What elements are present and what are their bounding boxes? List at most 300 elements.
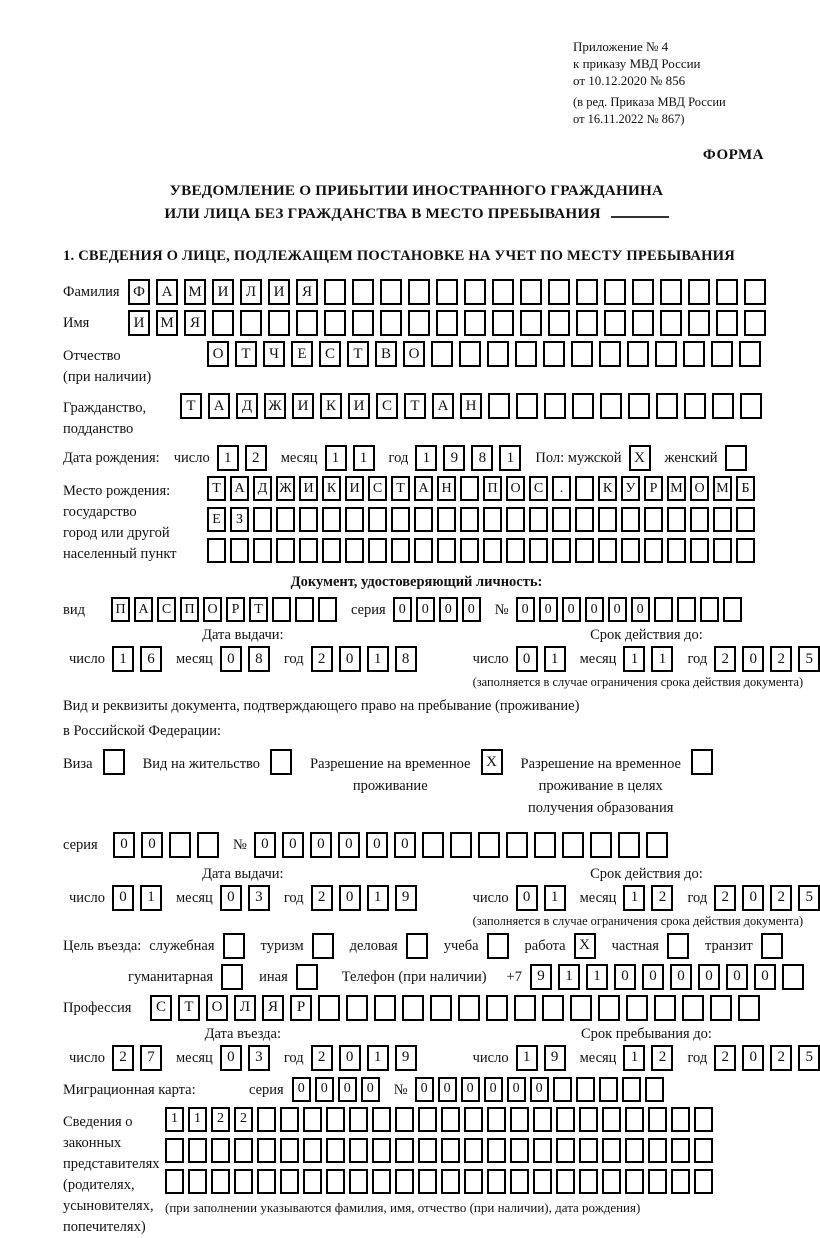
char-box[interactable]: 0 — [461, 1077, 480, 1102]
char-box[interactable]: 0 — [393, 597, 412, 622]
purpose-tourism-checkbox[interactable] — [312, 933, 334, 959]
char-box[interactable] — [436, 310, 458, 336]
char-box[interactable]: 2 — [770, 885, 792, 911]
char-box[interactable]: И — [268, 279, 290, 305]
char-box[interactable]: 2 — [245, 445, 267, 471]
char-box[interactable]: С — [376, 393, 398, 419]
char-box[interactable] — [744, 310, 766, 336]
char-box[interactable] — [487, 933, 509, 959]
char-box[interactable]: 0 — [112, 885, 134, 911]
char-box[interactable] — [483, 507, 502, 532]
char-box[interactable] — [372, 1138, 391, 1163]
char-box[interactable]: 1 — [217, 445, 239, 471]
permit-temp-edu-checkbox[interactable] — [691, 749, 713, 775]
char-box[interactable] — [713, 538, 732, 563]
stay-month-cells[interactable] — [623, 1045, 673, 1071]
char-box[interactable] — [544, 393, 566, 419]
char-box[interactable]: Р — [226, 597, 245, 622]
char-box[interactable] — [644, 507, 663, 532]
char-box[interactable]: 0 — [670, 964, 692, 990]
char-box[interactable]: 0 — [462, 597, 481, 622]
char-box[interactable]: П — [483, 476, 502, 501]
char-box[interactable] — [487, 341, 509, 367]
char-box[interactable] — [295, 597, 314, 622]
sex-female-checkbox[interactable] — [725, 445, 747, 471]
char-box[interactable]: О — [203, 597, 222, 622]
char-box[interactable]: 0 — [141, 832, 163, 858]
char-box[interactable]: 2 — [311, 885, 333, 911]
char-box[interactable] — [197, 832, 219, 858]
char-box[interactable]: М — [713, 476, 732, 501]
char-box[interactable] — [165, 1169, 184, 1194]
residence-issue-year-cells[interactable] — [311, 885, 417, 911]
char-box[interactable] — [487, 1169, 506, 1194]
char-box[interactable] — [648, 1107, 667, 1132]
doc-series-cells[interactable] — [393, 597, 481, 622]
char-box[interactable] — [562, 832, 584, 858]
char-box[interactable]: Л — [234, 995, 256, 1021]
char-box[interactable]: 0 — [562, 597, 581, 622]
char-box[interactable]: Ч — [263, 341, 285, 367]
char-box[interactable]: 2 — [311, 646, 333, 672]
char-box[interactable]: И — [345, 476, 364, 501]
char-box[interactable]: 0 — [539, 597, 558, 622]
char-box[interactable] — [598, 507, 617, 532]
identity-issue-year-cells[interactable] — [311, 646, 417, 672]
char-box[interactable]: М — [156, 310, 178, 336]
char-box[interactable]: А — [134, 597, 153, 622]
char-box[interactable]: X — [574, 933, 596, 959]
char-box[interactable] — [303, 1169, 322, 1194]
char-box[interactable] — [395, 1138, 414, 1163]
char-box[interactable] — [368, 507, 387, 532]
char-box[interactable] — [460, 538, 479, 563]
char-box[interactable] — [437, 507, 456, 532]
char-box[interactable] — [464, 1107, 483, 1132]
char-box[interactable]: 0 — [220, 885, 242, 911]
char-box[interactable]: 0 — [338, 832, 360, 858]
char-box[interactable]: 0 — [726, 964, 748, 990]
char-box[interactable] — [648, 1169, 667, 1194]
identity-valid-year-cells[interactable] — [714, 646, 820, 672]
permit-visa-checkbox[interactable] — [103, 749, 125, 775]
guardians-cells-row3[interactable] — [165, 1169, 713, 1194]
char-box[interactable]: В — [375, 341, 397, 367]
char-box[interactable] — [211, 1169, 230, 1194]
char-box[interactable] — [628, 393, 650, 419]
char-box[interactable]: 1 — [623, 885, 645, 911]
char-box[interactable]: Н — [460, 393, 482, 419]
char-box[interactable] — [408, 279, 430, 305]
char-box[interactable]: . — [552, 476, 571, 501]
char-box[interactable] — [602, 1107, 621, 1132]
char-box[interactable]: 0 — [438, 1077, 457, 1102]
char-box[interactable] — [510, 1107, 529, 1132]
profession-cells[interactable] — [150, 995, 760, 1021]
birth-day-cells[interactable] — [217, 445, 267, 471]
purpose-commercial-checkbox[interactable] — [406, 933, 428, 959]
residence-issue-month-cells[interactable] — [220, 885, 270, 911]
char-box[interactable] — [515, 341, 537, 367]
birthplace-cells-row1[interactable] — [207, 476, 755, 501]
char-box[interactable] — [648, 1138, 667, 1163]
char-box[interactable] — [234, 1138, 253, 1163]
char-box[interactable]: X — [481, 749, 503, 775]
char-box[interactable]: 0 — [416, 597, 435, 622]
char-box[interactable] — [374, 995, 396, 1021]
char-box[interactable]: И — [128, 310, 150, 336]
identity-issue-month-cells[interactable] — [220, 646, 270, 672]
char-box[interactable]: И — [292, 393, 314, 419]
char-box[interactable]: 2 — [651, 1045, 673, 1071]
char-box[interactable]: К — [598, 476, 617, 501]
char-box[interactable] — [716, 310, 738, 336]
char-box[interactable] — [276, 538, 295, 563]
char-box[interactable]: 0 — [742, 1045, 764, 1071]
guardians-cells-row1[interactable] — [165, 1107, 713, 1132]
char-box[interactable] — [529, 538, 548, 563]
char-box[interactable] — [408, 310, 430, 336]
char-box[interactable]: 2 — [234, 1107, 253, 1132]
char-box[interactable] — [418, 1107, 437, 1132]
char-box[interactable]: 0 — [113, 832, 135, 858]
char-box[interactable] — [464, 279, 486, 305]
char-box[interactable] — [352, 310, 374, 336]
char-box[interactable] — [625, 1138, 644, 1163]
char-box[interactable]: 1 — [586, 964, 608, 990]
char-box[interactable]: 1 — [623, 646, 645, 672]
char-box[interactable] — [660, 310, 682, 336]
char-box[interactable]: К — [322, 476, 341, 501]
char-box[interactable]: А — [230, 476, 249, 501]
char-box[interactable]: С — [529, 476, 548, 501]
char-box[interactable] — [625, 1169, 644, 1194]
char-box[interactable]: 1 — [112, 646, 134, 672]
char-box[interactable] — [627, 341, 649, 367]
char-box[interactable] — [460, 476, 479, 501]
char-box[interactable] — [710, 995, 732, 1021]
char-box[interactable] — [744, 279, 766, 305]
char-box[interactable] — [684, 393, 706, 419]
char-box[interactable] — [723, 597, 742, 622]
char-box[interactable] — [690, 507, 709, 532]
char-box[interactable] — [556, 1138, 575, 1163]
char-box[interactable] — [212, 310, 234, 336]
char-box[interactable] — [414, 538, 433, 563]
char-box[interactable]: Ж — [276, 476, 295, 501]
char-box[interactable] — [380, 279, 402, 305]
char-box[interactable] — [655, 341, 677, 367]
char-box[interactable] — [402, 995, 424, 1021]
name-cells[interactable] — [128, 310, 766, 336]
purpose-work-checkbox[interactable] — [574, 933, 596, 959]
char-box[interactable]: 2 — [714, 646, 736, 672]
char-box[interactable] — [326, 1169, 345, 1194]
char-box[interactable] — [324, 310, 346, 336]
char-box[interactable]: 0 — [742, 885, 764, 911]
char-box[interactable] — [487, 1107, 506, 1132]
char-box[interactable] — [579, 1107, 598, 1132]
char-box[interactable] — [483, 538, 502, 563]
char-box[interactable] — [345, 538, 364, 563]
char-box[interactable] — [688, 279, 710, 305]
residence-number-cells[interactable] — [254, 832, 668, 858]
char-box[interactable] — [543, 341, 565, 367]
char-box[interactable] — [716, 279, 738, 305]
patronymic-cells[interactable] — [207, 341, 761, 367]
char-box[interactable] — [346, 995, 368, 1021]
birth-month-cells[interactable] — [325, 445, 375, 471]
char-box[interactable] — [688, 310, 710, 336]
char-box[interactable]: 2 — [770, 646, 792, 672]
char-box[interactable] — [464, 310, 486, 336]
char-box[interactable]: X — [629, 445, 651, 471]
char-box[interactable] — [520, 310, 542, 336]
char-box[interactable]: 7 — [140, 1045, 162, 1071]
char-box[interactable]: 9 — [395, 885, 417, 911]
stay-year-cells[interactable] — [714, 1045, 820, 1071]
char-box[interactable]: 2 — [714, 1045, 736, 1071]
char-box[interactable]: 2 — [651, 885, 673, 911]
char-box[interactable] — [257, 1169, 276, 1194]
char-box[interactable]: 0 — [282, 832, 304, 858]
char-box[interactable] — [671, 1107, 690, 1132]
char-box[interactable] — [188, 1138, 207, 1163]
char-box[interactable] — [299, 538, 318, 563]
char-box[interactable]: М — [667, 476, 686, 501]
char-box[interactable] — [660, 279, 682, 305]
char-box[interactable] — [326, 1107, 345, 1132]
char-box[interactable]: 0 — [415, 1077, 434, 1102]
char-box[interactable] — [725, 445, 747, 471]
char-box[interactable]: 0 — [608, 597, 627, 622]
char-box[interactable] — [211, 1138, 230, 1163]
char-box[interactable]: 2 — [112, 1045, 134, 1071]
char-box[interactable] — [431, 341, 453, 367]
surname-cells[interactable] — [128, 279, 766, 305]
char-box[interactable]: Т — [178, 995, 200, 1021]
char-box[interactable] — [280, 1169, 299, 1194]
char-box[interactable]: 9 — [443, 445, 465, 471]
char-box[interactable] — [694, 1138, 713, 1163]
char-box[interactable]: О — [207, 341, 229, 367]
char-box[interactable]: О — [690, 476, 709, 501]
char-box[interactable] — [576, 279, 598, 305]
char-box[interactable] — [223, 933, 245, 959]
char-box[interactable]: 5 — [798, 1045, 820, 1071]
char-box[interactable] — [738, 995, 760, 1021]
char-box[interactable] — [303, 1107, 322, 1132]
char-box[interactable] — [221, 964, 243, 990]
char-box[interactable]: Д — [253, 476, 272, 501]
char-box[interactable]: 8 — [248, 646, 270, 672]
char-box[interactable]: 1 — [165, 1107, 184, 1132]
char-box[interactable] — [270, 749, 292, 775]
char-box[interactable] — [600, 393, 622, 419]
char-box[interactable]: Т — [347, 341, 369, 367]
char-box[interactable] — [599, 1077, 618, 1102]
doc-kind-cells[interactable] — [111, 597, 337, 622]
char-box[interactable] — [654, 995, 676, 1021]
char-box[interactable] — [645, 1077, 664, 1102]
purpose-other-checkbox[interactable] — [296, 964, 318, 990]
citizenship-cells[interactable] — [180, 393, 762, 419]
char-box[interactable] — [487, 1138, 506, 1163]
residence-valid-day-cells[interactable] — [516, 885, 566, 911]
char-box[interactable] — [782, 964, 804, 990]
char-box[interactable]: 0 — [698, 964, 720, 990]
char-box[interactable] — [516, 393, 538, 419]
char-box[interactable]: Т — [391, 476, 410, 501]
char-box[interactable] — [492, 279, 514, 305]
char-box[interactable] — [740, 393, 762, 419]
purpose-humanitarian-checkbox[interactable] — [221, 964, 243, 990]
char-box[interactable] — [395, 1107, 414, 1132]
char-box[interactable] — [464, 1169, 483, 1194]
char-box[interactable] — [441, 1138, 460, 1163]
char-box[interactable] — [372, 1169, 391, 1194]
char-box[interactable] — [694, 1169, 713, 1194]
char-box[interactable]: И — [348, 393, 370, 419]
char-box[interactable] — [572, 393, 594, 419]
char-box[interactable] — [234, 1169, 253, 1194]
char-box[interactable]: 0 — [315, 1077, 334, 1102]
char-box[interactable] — [436, 279, 458, 305]
char-box[interactable] — [621, 507, 640, 532]
char-box[interactable] — [604, 310, 626, 336]
char-box[interactable]: А — [414, 476, 433, 501]
char-box[interactable] — [253, 507, 272, 532]
char-box[interactable]: 1 — [516, 1045, 538, 1071]
char-box[interactable] — [621, 538, 640, 563]
char-box[interactable] — [671, 1138, 690, 1163]
birthplace-cells-row3[interactable] — [207, 538, 755, 563]
char-box[interactable] — [169, 832, 191, 858]
char-box[interactable] — [534, 832, 556, 858]
char-box[interactable]: Л — [240, 279, 262, 305]
char-box[interactable] — [691, 749, 713, 775]
char-box[interactable]: З — [230, 507, 249, 532]
char-box[interactable]: Я — [262, 995, 284, 1021]
char-box[interactable] — [352, 279, 374, 305]
char-box[interactable]: 9 — [544, 1045, 566, 1071]
char-box[interactable] — [618, 832, 640, 858]
char-box[interactable] — [322, 507, 341, 532]
char-box[interactable] — [602, 1138, 621, 1163]
char-box[interactable] — [548, 279, 570, 305]
char-box[interactable] — [552, 507, 571, 532]
char-box[interactable]: 2 — [770, 1045, 792, 1071]
char-box[interactable]: 1 — [623, 1045, 645, 1071]
char-box[interactable] — [280, 1138, 299, 1163]
char-box[interactable] — [296, 310, 318, 336]
char-box[interactable] — [276, 507, 295, 532]
char-box[interactable]: Б — [736, 476, 755, 501]
char-box[interactable] — [632, 279, 654, 305]
phone-cells[interactable] — [530, 964, 804, 990]
char-box[interactable] — [450, 832, 472, 858]
identity-valid-day-cells[interactable] — [516, 646, 566, 672]
char-box[interactable] — [542, 995, 564, 1021]
char-box[interactable] — [395, 1169, 414, 1194]
char-box[interactable] — [514, 995, 536, 1021]
char-box[interactable] — [486, 995, 508, 1021]
char-box[interactable] — [464, 1138, 483, 1163]
char-box[interactable]: 0 — [631, 597, 650, 622]
char-box[interactable]: 0 — [516, 597, 535, 622]
char-box[interactable] — [103, 749, 125, 775]
char-box[interactable]: С — [368, 476, 387, 501]
purpose-business-checkbox[interactable] — [223, 933, 245, 959]
char-box[interactable] — [418, 1169, 437, 1194]
char-box[interactable] — [414, 507, 433, 532]
char-box[interactable] — [553, 1077, 572, 1102]
char-box[interactable]: Ж — [264, 393, 286, 419]
entry-month-cells[interactable] — [220, 1045, 270, 1071]
char-box[interactable] — [165, 1138, 184, 1163]
guardians-cells-row2[interactable] — [165, 1138, 713, 1163]
char-box[interactable] — [598, 538, 617, 563]
char-box[interactable] — [700, 597, 719, 622]
char-box[interactable]: 1 — [140, 885, 162, 911]
char-box[interactable] — [240, 310, 262, 336]
stay-day-cells[interactable] — [516, 1045, 566, 1071]
char-box[interactable] — [506, 507, 525, 532]
char-box[interactable]: 0 — [361, 1077, 380, 1102]
char-box[interactable] — [441, 1169, 460, 1194]
char-box[interactable]: Ф — [128, 279, 150, 305]
char-box[interactable] — [579, 1138, 598, 1163]
char-box[interactable] — [437, 538, 456, 563]
char-box[interactable] — [318, 995, 340, 1021]
char-box[interactable]: 0 — [585, 597, 604, 622]
char-box[interactable]: 0 — [530, 1077, 549, 1102]
char-box[interactable] — [690, 538, 709, 563]
char-box[interactable] — [458, 995, 480, 1021]
entry-day-cells[interactable] — [112, 1045, 162, 1071]
char-box[interactable]: 0 — [339, 646, 361, 672]
char-box[interactable] — [713, 507, 732, 532]
char-box[interactable] — [644, 538, 663, 563]
char-box[interactable] — [324, 279, 346, 305]
char-box[interactable]: А — [208, 393, 230, 419]
char-box[interactable] — [667, 933, 689, 959]
residence-series-cells[interactable] — [113, 832, 219, 858]
char-box[interactable]: 0 — [484, 1077, 503, 1102]
char-box[interactable] — [632, 310, 654, 336]
char-box[interactable]: У — [621, 476, 640, 501]
char-box[interactable] — [739, 341, 761, 367]
char-box[interactable] — [556, 1169, 575, 1194]
char-box[interactable] — [368, 538, 387, 563]
char-box[interactable] — [322, 538, 341, 563]
char-box[interactable] — [349, 1107, 368, 1132]
char-box[interactable]: 1 — [353, 445, 375, 471]
char-box[interactable]: 0 — [339, 1045, 361, 1071]
migration-number-cells[interactable] — [415, 1077, 664, 1102]
char-box[interactable] — [207, 538, 226, 563]
char-box[interactable] — [548, 310, 570, 336]
char-box[interactable]: 1 — [544, 885, 566, 911]
char-box[interactable]: 6 — [140, 646, 162, 672]
char-box[interactable] — [656, 393, 678, 419]
char-box[interactable] — [625, 1107, 644, 1132]
char-box[interactable] — [488, 393, 510, 419]
char-box[interactable]: П — [111, 597, 130, 622]
char-box[interactable] — [430, 995, 452, 1021]
char-box[interactable] — [529, 507, 548, 532]
sex-male-checkbox[interactable] — [629, 445, 651, 471]
